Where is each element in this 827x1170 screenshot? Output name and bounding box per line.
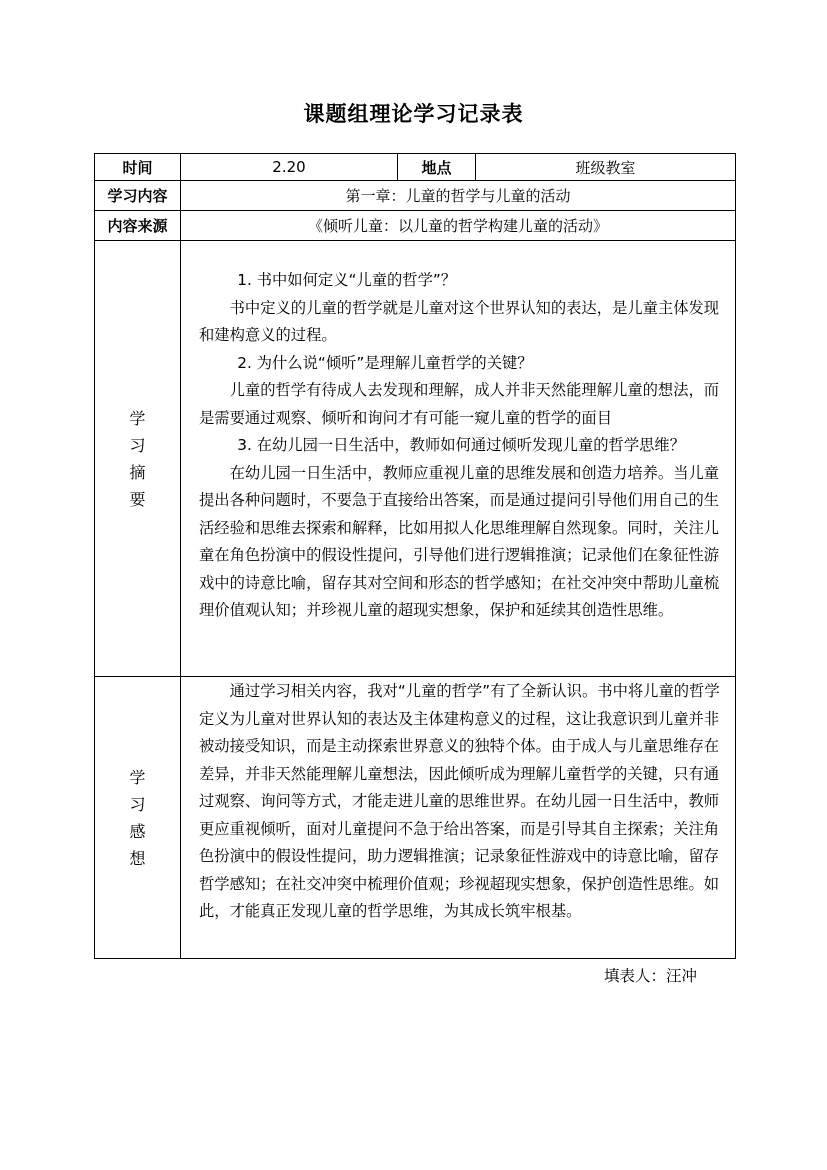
place-value: 班级教室: [476, 154, 736, 181]
question-3: 3. 在幼儿园一日生活中，教师如何通过倾听发现儿童的哲学思维？: [237, 436, 686, 454]
reflection-label: 学 习 感 想: [95, 677, 181, 959]
content-label: 学习内容: [95, 181, 181, 211]
content-row: [95, 181, 736, 211]
record-table: [94, 153, 736, 959]
question-1: 1. 书中如何定义“儿童的哲学”？: [237, 271, 457, 289]
content-value: 第一章：儿童的哲学与儿童的活动: [181, 181, 736, 211]
question-2: 2. 为什么说“倾听”是理解儿童哲学的关键？: [237, 353, 533, 372]
summary-label: 学 习 摘 要: [95, 241, 181, 677]
reflection-content: [181, 677, 736, 959]
answer-3: 在幼儿园一日生活中，教师应重视儿童的思维发展和创造力培养。当儿童提出各种问题时，不要急于直接给出答案，而是通过提问引导他们用自己的生活经验和思维去探索和解释，比如用拟人化思维理解自然现象。同时，关注儿童在角色扮演中的假设性提问，引导他们进行逻辑推演；记录他们在象征性游戏中的诗意比喻，留存其对空间和形态的哲学感知；在社交冲突中帮助儿童梳理价值观认知；并珍视儿童的超现实想象，保护和延续其创造性思维。: [199, 463, 720, 619]
source-label: 内容来源: [95, 211, 181, 241]
answer-1: 书中定义的儿童的哲学就是儿童对这个世界认知的表达，是儿童主体发现和建构意义的过程。: [199, 298, 720, 344]
time-value: 2.20: [181, 154, 398, 181]
reflection-text: 通过学习相关内容，我对“儿童的哲学”有了全新认识。书中将儿童的哲学定义为儿童对世界认知的表达及主体建构意义的过程，这让我意识到儿童并非被动接受知识，而是主动探索世界意义的独特个体。由于成人与儿童思维存在差异，并非天然能理解儿童想法，因此倾听成为理解儿童哲学的关键，只有通过观察、询问等方式，才能走进儿童的思维世界。在幼儿园一日生活中，教师更应重视倾听，面对儿童提问不急于给出答案，而是引导其自主探索；关注角色扮演中的假设性提问，助力逻辑推演；记录象征性游戏中的诗意比喻，留存哲学感知；在社交冲突中梳理价值观；珍视超现实想象，保护创造性思维。如此，才能真正发现儿童的哲学思维，为其成长筑牢根基。: [199, 682, 720, 920]
source-row: [95, 211, 736, 241]
summary-content: [181, 241, 736, 677]
source-value: 《倾听儿童：以儿童的哲学构建儿童的活动》: [181, 211, 736, 241]
page-title: 课题组理论学习记录表: [303, 101, 524, 126]
filler-signature: 填表人：汪冲: [604, 967, 698, 985]
summary-row: [95, 241, 736, 677]
place-label: 地点: [398, 154, 476, 181]
answer-2: 儿童的哲学有待成人去发现和理解，成人并非天然能理解儿童的想法，而是需要通过观察、倾听和询问才有可能一窥儿童的哲学的面目: [199, 381, 720, 427]
reflection-row: [95, 677, 736, 959]
time-label: 时间: [95, 154, 181, 181]
time-row: [95, 154, 736, 181]
